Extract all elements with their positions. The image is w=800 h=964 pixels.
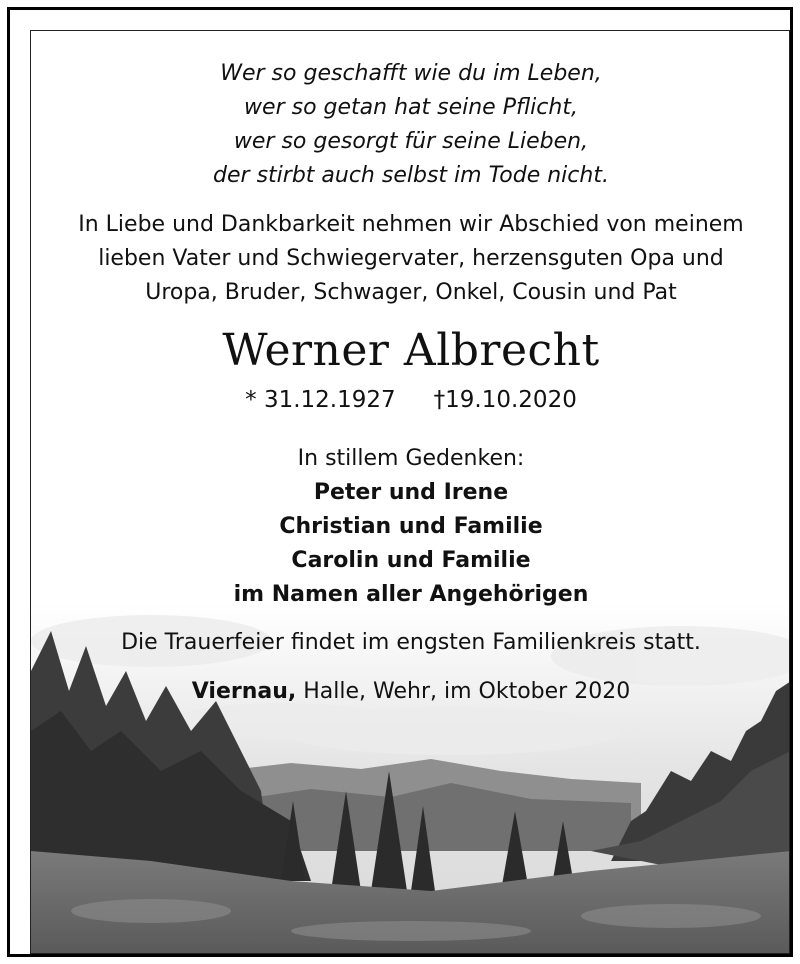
mourner-2: Christian und Familie <box>279 514 543 539</box>
mourner-4: im Namen aller Angehörigen <box>233 582 589 607</box>
announcement-line-1: In Liebe und Dankbarkeit nehmen wir Abschied von meinem <box>78 212 744 237</box>
place-main: Viernau, <box>191 679 297 704</box>
announcement-line-3: Uropa, Bruder, Schwager, Onkel, Cousin und Pat <box>145 280 677 305</box>
obituary-panel <box>30 30 790 954</box>
deceased-name: Werner Albrecht <box>222 325 600 376</box>
life-dates <box>31 387 790 413</box>
death-date: †19.10.2020 <box>433 387 577 413</box>
place-rest: Halle, Wehr, im Oktober 2020 <box>296 679 631 704</box>
poem-line-4: der stirbt auch selbst im Tode nicht. <box>213 163 609 188</box>
poem-line-3: wer so gesorgt für seine Lieben, <box>233 129 589 154</box>
obituary-frame <box>7 7 793 957</box>
announcement-line-2: lieben Vater und Schwiegervater, herzensguten Opa und <box>98 246 724 271</box>
poem-line-1: Wer so geschafft wie du im Leben, <box>220 61 602 86</box>
poem-line-2: wer so getan hat seine Pflicht, <box>244 95 578 120</box>
funeral-note: Die Trauerfeier findet im engsten Familienkreis statt. <box>121 630 701 655</box>
mourner-3: Carolin und Familie <box>291 548 531 573</box>
mourner-1: Peter und Irene <box>313 480 509 505</box>
birth-date: * 31.12.1927 <box>245 387 396 413</box>
place-date-line <box>31 679 790 704</box>
mourners-heading: In stillem Gedenken: <box>297 446 525 471</box>
